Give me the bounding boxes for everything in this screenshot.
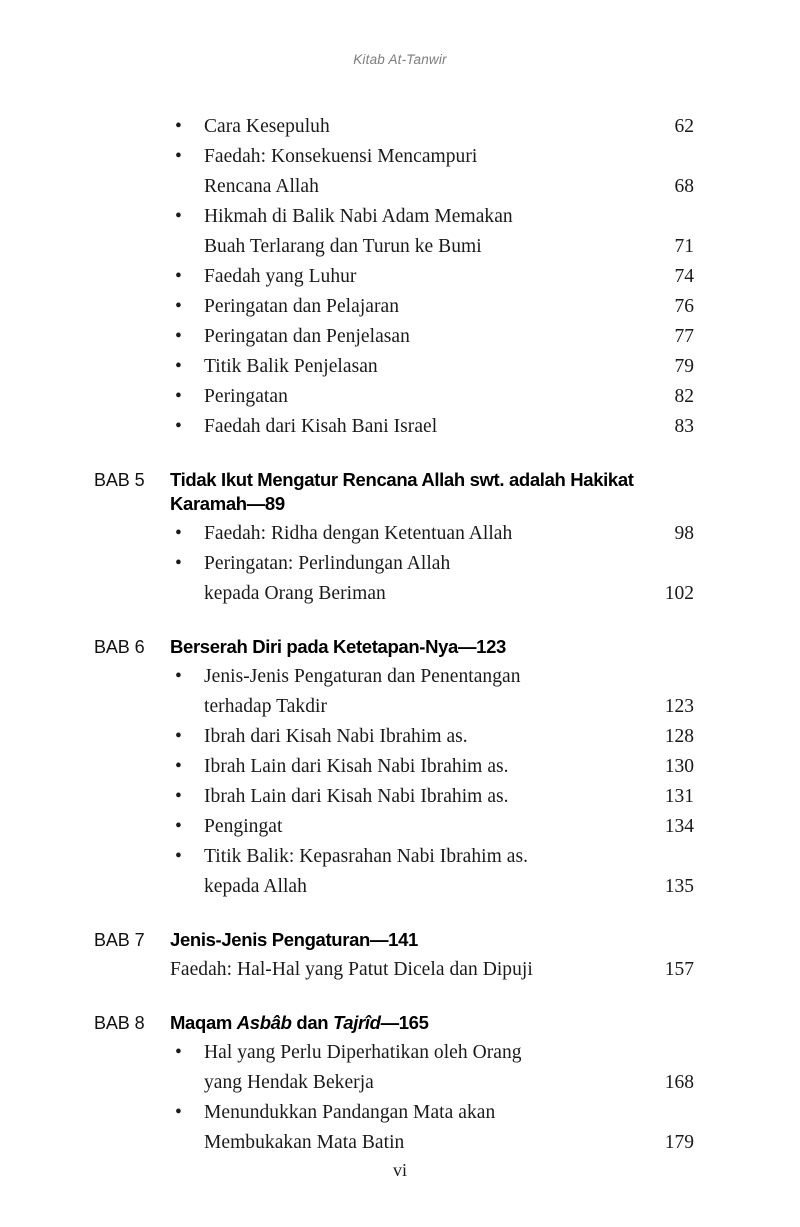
chapter-title: Maqam Asbâb dan Tajrîd—165 [170, 1012, 429, 1033]
toc-entry-title [204, 352, 648, 382]
toc-entry[interactable] [94, 112, 694, 142]
toc-entry-page-number-line: 179 [664, 1132, 694, 1153]
toc-entry-page-number-line: 77 [674, 326, 694, 347]
toc-entry-title [170, 955, 648, 985]
toc-entry-title-line: Faedah: Hal-Hal yang Patut Dicela dan Dipuji [170, 959, 533, 980]
chapter-title: Berserah Diri pada Ketetapan-Nya—123 [170, 636, 506, 657]
toc-entry-title [204, 1038, 648, 1098]
toc-entry-page-number-line: 135 [664, 876, 694, 897]
toc-entry-title-line: Ibrah Lain dari Kisah Nabi Ibrahim as. [204, 786, 509, 807]
bullet-icon: • [175, 846, 182, 867]
toc-entry-page-number-line: 68 [674, 176, 694, 197]
chapter-label: BAB 7 [94, 930, 145, 950]
toc-entry-title-line: terhadap Takdir [204, 696, 328, 717]
toc-entry-page-number-line: 71 [674, 236, 694, 257]
toc-entry-title-line: Buah Terlarang dan Turun ke Bumi [204, 236, 482, 257]
bullet-icon: • [175, 206, 182, 227]
bullet-icon: • [175, 146, 182, 167]
chapter-heading[interactable] [94, 468, 694, 516]
running-header: Kitab At-Tanwir [353, 52, 447, 67]
toc-entry-page-number [648, 812, 694, 842]
toc-entry-page-number [648, 955, 694, 985]
toc-entry[interactable] [94, 412, 694, 442]
toc-entry-page-number [648, 782, 694, 812]
toc-entry-title-line: Peringatan: Perlindungan Allah [204, 553, 451, 574]
bullet-icon: • [175, 523, 182, 544]
toc-entry-title [204, 262, 648, 292]
toc-entry-page-number-line: 131 [664, 786, 694, 807]
toc-entry-title-line: Ibrah Lain dari Kisah Nabi Ibrahim as. [204, 756, 509, 777]
chapter-title: Jenis-Jenis Pengaturan—141 [170, 929, 418, 950]
toc-entry[interactable] [94, 519, 694, 549]
toc-entry[interactable] [94, 782, 694, 812]
toc-entry[interactable] [94, 292, 694, 322]
toc-entry-page-number-line: 157 [664, 959, 694, 980]
toc-entry-page-number [648, 549, 694, 609]
toc-entry[interactable] [94, 752, 694, 782]
toc-entry-title [204, 382, 648, 412]
toc-entry[interactable] [94, 322, 694, 352]
toc-entry-title [204, 412, 648, 442]
toc-entry-title [204, 842, 648, 902]
toc-entry-page-number [648, 722, 694, 752]
bullet-icon: • [175, 786, 182, 807]
bullet-icon: • [175, 116, 182, 137]
toc-entry[interactable] [94, 1098, 694, 1158]
bullet-icon: • [175, 296, 182, 317]
toc-entry-page-number [648, 202, 694, 262]
toc-entry-title-line: Peringatan dan Pelajaran [204, 296, 400, 317]
toc-entry-page-number-line: 98 [674, 523, 694, 544]
toc-entry-title-line: Faedah: Konsekuensi Mencampuri [204, 146, 478, 167]
toc-entry[interactable] [94, 722, 694, 752]
bullet-icon: • [175, 1102, 182, 1123]
toc-entry-title-line: kepada Allah [204, 876, 307, 897]
chapter-label: BAB 5 [94, 470, 145, 490]
toc-entry-page-number [648, 352, 694, 382]
toc-entry-page-number [648, 112, 694, 142]
toc-entry[interactable] [94, 1038, 694, 1098]
toc-entry-title [204, 142, 648, 202]
toc-entry-title [204, 519, 648, 549]
toc-entry-page-number-line: 102 [664, 583, 694, 604]
toc-entry[interactable] [94, 955, 694, 985]
toc-entry-title-line: Titik Balik Penjelasan [204, 356, 378, 377]
toc-entry-page-number [648, 292, 694, 322]
bullet-icon: • [175, 326, 182, 347]
toc-entry-title-line: Rencana Allah [204, 176, 319, 197]
toc-entry-page-number [648, 412, 694, 442]
toc-entry-page-number-line: 76 [674, 296, 694, 317]
toc-entry-page-number-line: 128 [664, 726, 694, 747]
bullet-icon: • [175, 356, 182, 377]
toc-entry[interactable] [94, 352, 694, 382]
toc-entry-title-line: Faedah dari Kisah Bani Israel [204, 416, 438, 437]
chapter-heading[interactable] [94, 635, 694, 659]
bullet-icon: • [175, 1042, 182, 1063]
toc-entry-title [204, 1098, 648, 1158]
toc-entry-page-number-line: 168 [664, 1072, 694, 1093]
toc-entry-title-line: Peringatan [204, 386, 288, 407]
bullet-icon: • [175, 416, 182, 437]
chapter-heading[interactable] [94, 928, 694, 952]
toc-entry-title-line: Peringatan dan Penjelasan [204, 326, 410, 347]
toc-entry-title-line: Faedah yang Luhur [204, 266, 357, 287]
toc-entry-page-number [648, 842, 694, 902]
toc-entry-title-line: Hikmah di Balik Nabi Adam Memakan [204, 206, 513, 227]
chapter-label: BAB 8 [94, 1013, 145, 1033]
bullet-icon: • [175, 553, 182, 574]
toc-entry-page-number-line: 82 [674, 386, 694, 407]
bullet-icon: • [175, 386, 182, 407]
toc-entry[interactable] [94, 262, 694, 292]
chapter-heading[interactable] [94, 1011, 694, 1035]
toc-entry-page-number-line: 74 [674, 266, 694, 287]
toc-entry-page-number [648, 519, 694, 549]
toc-entry-title [204, 322, 648, 352]
toc-entry-title-line: Faedah: Ridha dengan Ketentuan Allah [204, 523, 513, 544]
toc-entry-page-number [648, 142, 694, 202]
toc-entry-title-line: kepada Orang Beriman [204, 583, 386, 604]
toc-entry-title [204, 292, 648, 322]
toc-entry[interactable] [94, 142, 694, 202]
toc-entry-page-number [648, 322, 694, 352]
bullet-icon: • [175, 266, 182, 287]
toc-entry-page-number-line: 83 [674, 416, 694, 437]
bullet-icon: • [175, 726, 182, 747]
toc-entry-title [204, 812, 648, 842]
toc-entry-title-line: Pengingat [204, 816, 283, 837]
toc-entry-page-number [648, 1098, 694, 1158]
toc-entry-title [204, 662, 648, 722]
toc-entry-title [204, 112, 648, 142]
toc-entry[interactable] [94, 382, 694, 412]
toc-entry[interactable] [94, 202, 694, 262]
bullet-icon: • [175, 666, 182, 687]
toc-entry-title-line: Membukakan Mata Batin [204, 1132, 405, 1153]
toc-entry-title-line: Menundukkan Pandangan Mata akan [204, 1102, 496, 1123]
toc-entry-title [204, 782, 648, 812]
chapter-label: BAB 6 [94, 637, 145, 657]
toc-entry-title [204, 752, 648, 782]
toc-entry[interactable] [94, 549, 694, 609]
toc-entry-page-number [648, 382, 694, 412]
toc-entry-title-line: yang Hendak Bekerja [204, 1072, 374, 1093]
toc-entry-title [204, 202, 648, 262]
toc-entry-title-line: Cara Kesepuluh [204, 116, 330, 137]
toc-entry-page-number [648, 1038, 694, 1098]
toc-entry-title-line: Ibrah dari Kisah Nabi Ibrahim as. [204, 726, 468, 747]
toc-entry-title-line: Hal yang Perlu Diperhatikan oleh Orang [204, 1042, 522, 1063]
toc-entry-page-number-line: 123 [664, 696, 694, 717]
toc-entry-page-number [648, 262, 694, 292]
toc-entry-page-number [648, 662, 694, 722]
toc-entry-page-number [648, 752, 694, 782]
bullet-icon: • [175, 816, 182, 837]
toc-entry-title-line: Titik Balik: Kepasrahan Nabi Ibrahim as. [204, 846, 529, 867]
toc-entry[interactable] [94, 812, 694, 842]
toc-entry-title-line: Jenis-Jenis Pengaturan dan Penentangan [204, 666, 521, 687]
page-number-folio: vi [392, 1160, 407, 1180]
toc-content [94, 112, 694, 1158]
bullet-icon: • [175, 756, 182, 777]
toc-entry-title [204, 722, 648, 752]
chapter-title: Tidak Ikut Mengatur Rencana Allah swt. adalah Hakikat Karamah—89 [170, 469, 634, 514]
toc-entry-page-number-line: 62 [674, 116, 694, 137]
toc-entry-page-number-line: 134 [664, 816, 694, 837]
toc-entry[interactable] [94, 662, 694, 722]
toc-entry-page-number-line: 130 [664, 756, 694, 777]
toc-entry-title [204, 549, 648, 609]
toc-entry[interactable] [94, 842, 694, 902]
toc-entry-page-number-line: 79 [674, 356, 694, 377]
